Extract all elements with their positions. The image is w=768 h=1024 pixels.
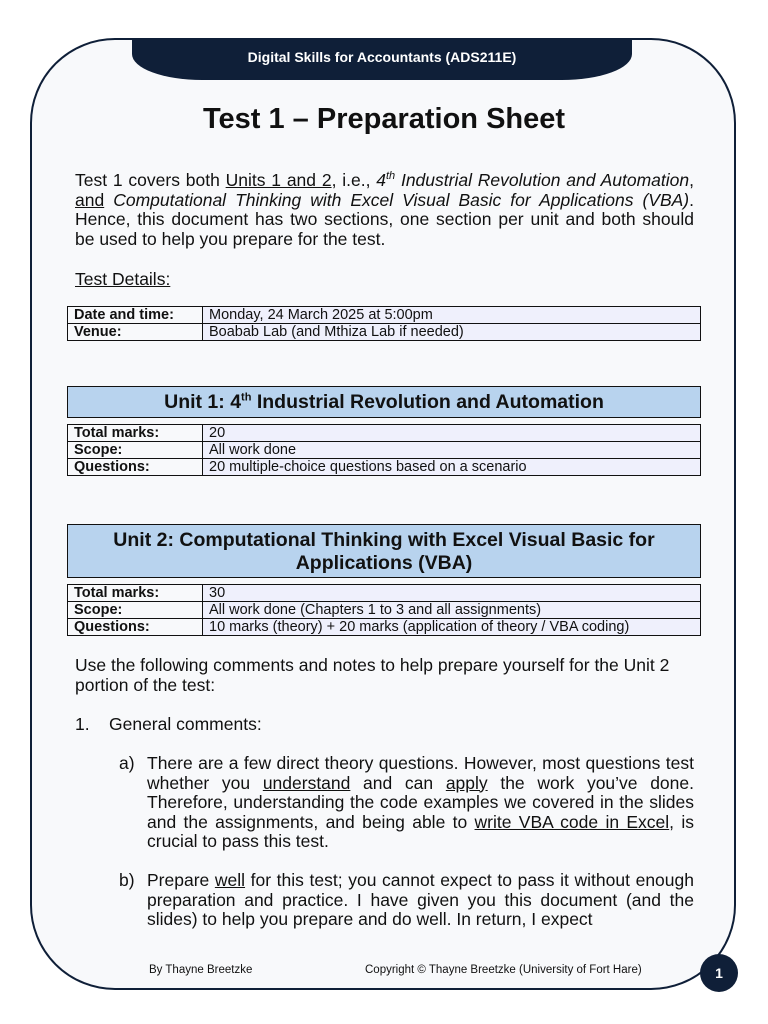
- course-header: Digital Skills for Accountants (ADS211E): [132, 38, 632, 80]
- unit2-table: [67, 584, 701, 636]
- unit1-table: [67, 424, 701, 476]
- table-row: Questions: 10 marks (theory) + 20 marks (application of theory / VBA coding): [68, 619, 701, 636]
- unit2-heading: Unit 2: Computational Thinking with Excel Visual Basic for Applications (VBA): [67, 524, 701, 578]
- notes-intro: Use the following comments and notes to help prepare yourself for the Unit 2 portion of the test:: [75, 655, 670, 695]
- table-row: Total marks: 30: [68, 585, 701, 602]
- units-underlined: Units 1 and 2: [225, 170, 332, 190]
- intro-paragraph: Test 1 covers both Units 1 and 2, i.e., 4th Industrial Revolution and Automation, and Computational Thinking with Excel Visual Basic for Applications (VBA). Hence, this document has two sections, one section per unit and both should be used to help you prepare for the test.: [75, 170, 694, 249]
- page-title: Test 1 – Preparation Sheet: [202, 103, 566, 135]
- table-row: Venue: Boabab Lab (and Mthiza Lab if needed): [68, 324, 701, 341]
- section-heading: 1. General comments:: [75, 714, 262, 734]
- table-row: Scope: All work done (Chapters 1 to 3 and all assignments): [68, 602, 701, 619]
- test-details-label: Test Details:: [75, 269, 171, 289]
- footer-copyright: Copyright © Thayne Breetzke (University of Fort Hare): [365, 964, 642, 976]
- list-item: a) There are a few direct theory questions. However, most questions test whether you understand and can apply the work you’ve done. Therefore, understanding the code examples we covered in the slides and the assignments, and being able to write VBA code in Excel, is crucial to pass this test.: [119, 753, 694, 851]
- page-number: 1: [700, 954, 738, 992]
- unit1-heading: Unit 1: 4th Industrial Revolution and Automation: [67, 386, 701, 418]
- list-item: b) Prepare well for this test; you cannot expect to pass it without enough preparation and practice. I have given you this document (and the slides) to help you prepare and do well. In return, I expect: [119, 870, 694, 929]
- table-row: Date and time: Monday, 24 March 2025 at 5:00pm: [68, 307, 701, 324]
- table-row: Total marks: 20: [68, 425, 701, 442]
- footer-author: By Thayne Breetzke: [149, 964, 253, 976]
- test-details-table: [67, 306, 701, 341]
- table-row: Scope: All work done: [68, 442, 701, 459]
- table-row: Questions: 20 multiple-choice questions based on a scenario: [68, 459, 701, 476]
